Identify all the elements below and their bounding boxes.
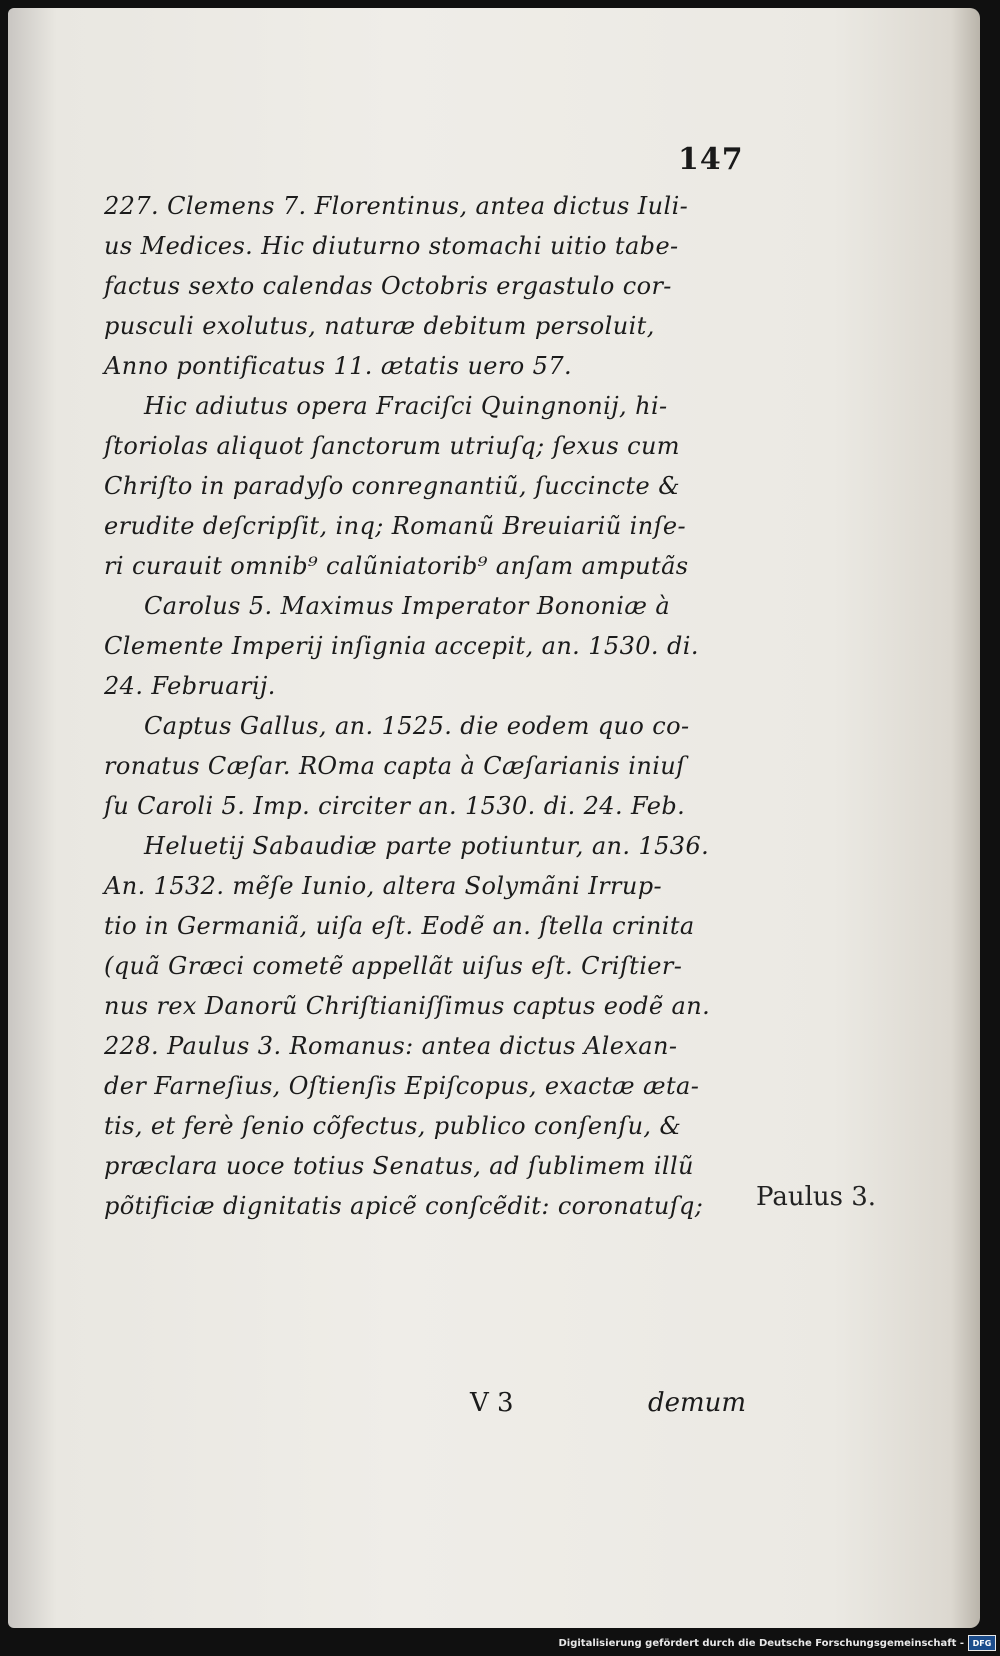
text-line: us Medices. Hic diuturno stomachi uitio tabe- [104, 232, 679, 260]
text-line: Captus Gallus, an. 1525. die eodem quo co- [144, 712, 690, 740]
text-line: ri curauit omnib⁹ calũniatorib⁹ anſam amputãs [104, 552, 689, 580]
text-line: põtificiæ dignitatis apicẽ conſcẽdit: coronatuſq; [104, 1192, 704, 1220]
text-line: præclara uoce totius Senatus, ad ſublimem illũ [104, 1152, 694, 1180]
text-line: tio in Germaniã, uiſa eſt. Eodẽ an. ſtella crinita [104, 912, 695, 940]
text-line: pusculi exolutus, naturæ debitum persoluit, [104, 312, 655, 340]
text-line: ſu Caroli 5. Imp. circiter an. 1530. di. 24. Feb. [104, 792, 686, 820]
text-line: nus rex Danorũ Chriſtianiſſimus captus eodẽ an. [104, 992, 711, 1020]
text-line: Clemente Imperij inſignia accepit, an. 1530. di. [104, 632, 699, 660]
text-line: factus sexto calendas Octobris ergastulo cor- [104, 272, 672, 300]
text-line: tis, et ferè ſenio cõfectus, publico conſenſu, & [104, 1112, 682, 1140]
text-line: (quã Græci cometẽ appellãt uiſus eſt. Criſtier- [104, 952, 683, 980]
dfg-logo: DFG [968, 1635, 996, 1651]
book-page [8, 8, 980, 1628]
text-line: Hic adiutus opera Fraciſci Quingnonij, hi- [144, 392, 668, 420]
text-line: ronatus Cæſar. ROma capta à Cæſarianis iniuſ [104, 752, 686, 780]
signature-mark: V 3 [470, 1388, 514, 1418]
page-number: 147 [678, 142, 744, 177]
digitization-attribution [558, 1632, 996, 1654]
text-line: 24. Februarij. [104, 672, 276, 700]
text-line: 227. Clemens 7. Florentinus, antea dictus Iuli- [104, 192, 689, 220]
text-line: 228. Paulus 3. Romanus: antea dictus Alexan- [104, 1032, 678, 1060]
text-line: Heluetij Sabaudiæ parte potiuntur, an. 1536. [144, 832, 710, 860]
attribution-text: Digitalisierung gefördert durch die Deutsche Forschungsgemeinschaft - [558, 1637, 964, 1649]
body-text [104, 186, 754, 1226]
text-line: ſtoriolas aliquot ſanctorum utriuſq; ſexus cum [104, 432, 680, 460]
text-line: Carolus 5. Maximus Imperator Bononiæ à [144, 592, 671, 620]
text-line: erudite deſcripſit, inq; Romanũ Breuiariũ inſe- [104, 512, 686, 540]
catchword: demum [648, 1388, 747, 1418]
margin-note: Paulus 3. [756, 1182, 877, 1212]
text-line: Anno pontificatus 11. ætatis uero 57. [104, 352, 573, 380]
text-line: Chriſto in paradyſo conregnantiũ, ſuccincte & [104, 472, 680, 500]
text-line: der Farneſius, Oſtienſis Epiſcopus, exactæ æta- [104, 1072, 700, 1100]
text-line: An. 1532. mẽſe Iunio, altera Solymãni Irrup- [104, 872, 662, 900]
